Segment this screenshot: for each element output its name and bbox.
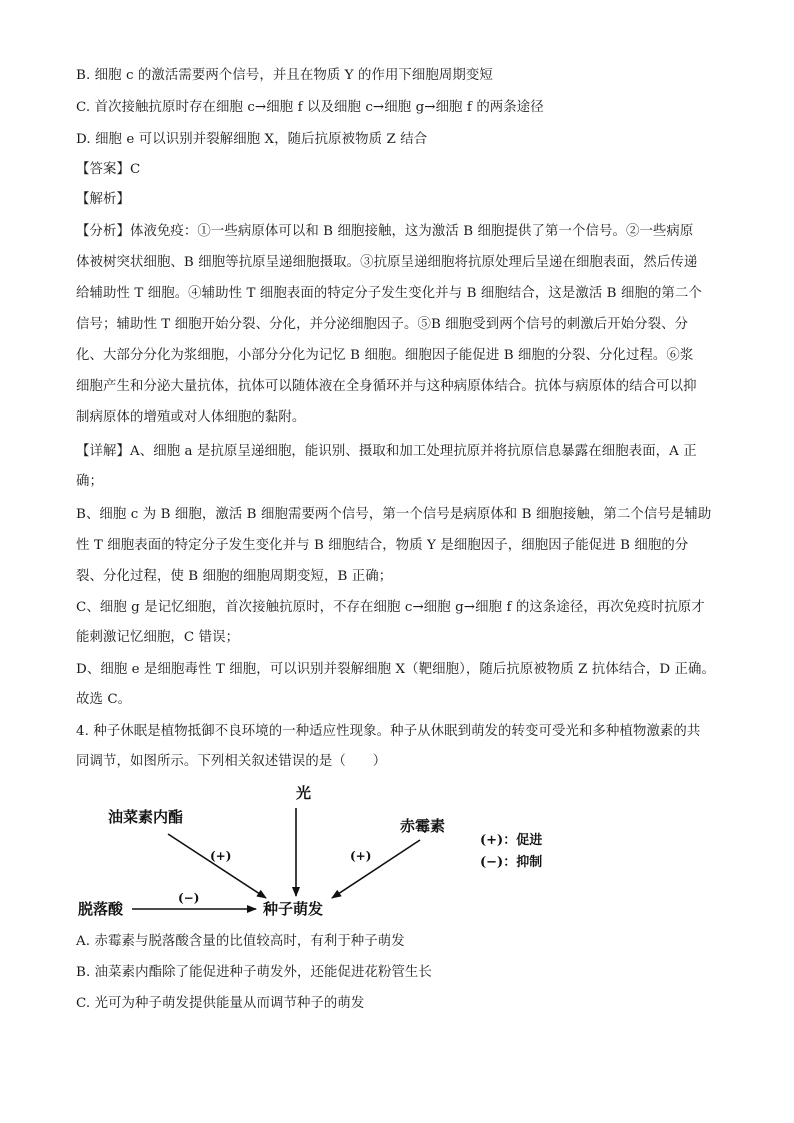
choose-line: 故选 C。 bbox=[76, 692, 132, 707]
label-minus: (−) bbox=[178, 891, 200, 905]
analysis-heading: 【解析】 bbox=[76, 192, 130, 207]
arrow-brassinolide bbox=[168, 834, 266, 898]
detail-line-8: D、细胞 e 是细胞毒性 T 细胞，可以识别并裂解细胞 X（靶细胞），随后抗原被物质 Z 抗体结合，D 正确。 bbox=[76, 662, 716, 677]
detail-line-4: 性 T 细胞表面的特定分子发生变化并与 B 细胞结合，物质 Y 是细胞因子，细胞因子能促进 B 细胞的分 bbox=[76, 538, 689, 553]
analysis-line-6: 细胞产生和分泌大量抗体，抗体可以随体液在全身循环并与这种病原体结合。抗体与病原体的结合可以抑 bbox=[76, 379, 697, 394]
analysis-line-4: 信号；辅助性 T 细胞开始分裂、分化，并分泌细胞因子。⑤B 细胞受到两个信号的刺激后开始分裂、分 bbox=[76, 317, 689, 332]
label-plus-right: (+) bbox=[350, 849, 372, 863]
detail-line-5: 裂、分化过程，使 B 细胞的细胞周期变短，B 正确； bbox=[76, 569, 393, 584]
detail-line-6: C、细胞 g 是记忆细胞，首次接触抗原时，不存在细胞 c→细胞 g→细胞 f 的这条途径，再次免疫时抗原才 bbox=[76, 600, 705, 615]
arrow-gibberellin bbox=[332, 840, 420, 898]
question-4-line-1: 4. 种子休眠是植物抵御不良环境的一种适应性现象。种子从休眠到萌发的转变可受光和多种植物激素的共 bbox=[76, 724, 701, 739]
analysis-line-3: 给辅助性 T 细胞。④辅助性 T 细胞表面的特定分子发生变化并与 B 细胞结合，这是激活 B 细胞的第二个 bbox=[76, 286, 702, 301]
legend-inhibit: (−)：抑制 bbox=[480, 855, 543, 870]
option-c-line: C. 首次接触抗原时存在细胞 c→细胞 f 以及细胞 c→细胞 g→细胞 f 的两条途径 bbox=[76, 100, 544, 115]
detail-line-1: 【详解】A、细胞 a 是抗原呈递细胞，能识别、摄取和加工处理抗原并将抗原信息暴露在细胞表面，A 正 bbox=[76, 444, 697, 459]
option-c2-line: C. 光可为种子萌发提供能量从而调节种子的萌发 bbox=[76, 996, 365, 1011]
node-germination: 种子萌发 bbox=[263, 900, 324, 918]
analysis-line-5: 化、大部分分化为浆细胞，小部分分化为记忆 B 细胞。细胞因子能促进 B 细胞的分裂、分化过程。⑥浆 bbox=[76, 348, 694, 363]
node-brassinolide: 油菜素内酯 bbox=[108, 808, 184, 826]
node-abscisic: 脱落酸 bbox=[78, 900, 124, 918]
legend-promote: (+)：促进 bbox=[480, 833, 543, 848]
detail-line-7: 能刺激记忆细胞，C 错误； bbox=[76, 630, 240, 645]
answer-line: 【答案】C bbox=[76, 162, 141, 177]
hormone-diagram-svg bbox=[60, 778, 580, 928]
option-b-line: B. 细胞 c 的激活需要两个信号，并且在物质 Y 的作用下细胞周期变短 bbox=[76, 68, 493, 83]
detail-line-2: 确； bbox=[76, 474, 103, 489]
analysis-line-2: 体被树突状细胞、B 细胞等抗原呈递细胞摄取。③抗原呈递细胞将抗原处理后呈递在细胞表面，然后传递 bbox=[76, 255, 698, 270]
node-gibberellin: 赤霉素 bbox=[400, 817, 446, 835]
node-light: 光 bbox=[296, 784, 312, 802]
analysis-line-1: 【分析】体液免疫：①一些病原体可以和 B 细胞接触，这为激活 B 细胞提供了第一个信号。②一些病原 bbox=[76, 224, 694, 239]
question-4-line-2: 同调节，如图所示。下列相关叙述错误的是（ ） bbox=[76, 754, 387, 769]
option-b2-line: B. 油菜素内酯除了能促进种子萌发外，还能促进花粉管生长 bbox=[76, 965, 432, 980]
option-d-line: D. 细胞 e 可以识别并裂解细胞 X，随后抗原被物质 Z 结合 bbox=[76, 132, 428, 147]
hormone-diagram bbox=[60, 778, 580, 928]
option-a-line: A. 赤霉素与脱落酸含量的比值较高时，有利于种子萌发 bbox=[76, 934, 405, 949]
label-plus-left: (+) bbox=[210, 849, 232, 863]
analysis-line-7: 制病原体的增殖或对人体细胞的黏附。 bbox=[76, 410, 306, 425]
detail-line-3: B、细胞 c 为 B 细胞，激活 B 细胞需要两个信号，第一个信号是病原体和 B 细胞接触，第二个信号是辅助 bbox=[76, 507, 712, 522]
